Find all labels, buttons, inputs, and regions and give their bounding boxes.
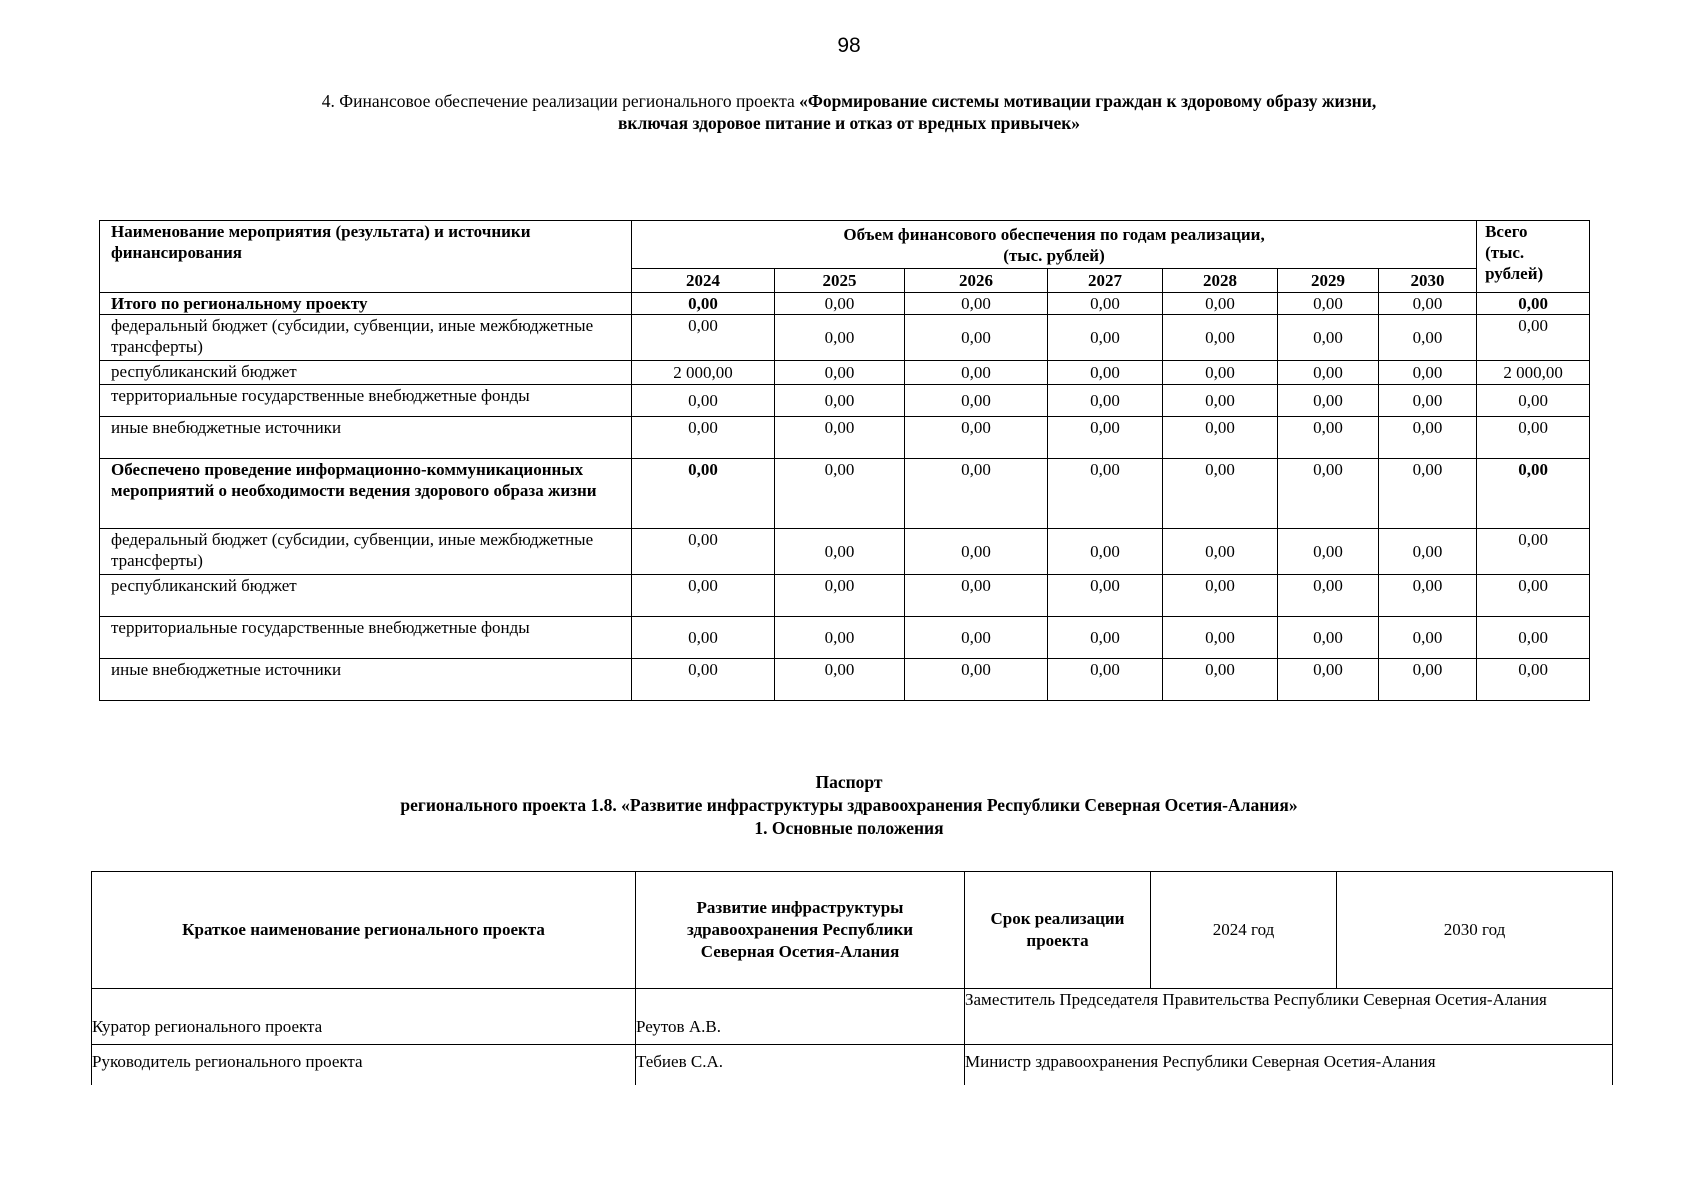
value-2025: 0,00: [775, 315, 905, 361]
value-2024: 0,00: [632, 385, 775, 417]
row-total: 0,00: [1477, 459, 1590, 529]
value-2027: 0,00: [1048, 361, 1163, 385]
value-2027: 0,00: [1048, 529, 1163, 575]
row-name: иные внебюджетные источники: [100, 417, 632, 459]
row-name: территориальные государственные внебюджетные фонды: [100, 617, 632, 659]
value-2025: 0,00: [775, 529, 905, 575]
value-2024: 0,00: [632, 315, 775, 361]
header-total-cell: [1477, 221, 1590, 293]
row-total: 0,00: [1477, 617, 1590, 659]
value-2029: 0,00: [1278, 417, 1379, 459]
value-2030: 0,00: [1379, 315, 1477, 361]
value-2026: 0,00: [905, 315, 1048, 361]
year-header-2030: 2030: [1379, 269, 1477, 293]
row-name: Итого по региональному проекту: [100, 293, 632, 315]
header-volume-line2: (тыс. рублей): [1003, 245, 1105, 265]
passport-row-short-name: [92, 872, 1613, 989]
section-title-bold-1: «Формирование системы мотивации граждан к здоровому образу жизни,: [799, 91, 1377, 111]
finance-header-row: [100, 221, 1590, 269]
curator-name: Реутов А.В.: [636, 989, 965, 1045]
value-2027: 0,00: [1048, 385, 1163, 417]
value-2029: 0,00: [1278, 575, 1379, 617]
value-2030: 0,00: [1379, 617, 1477, 659]
value-2026: 0,00: [905, 417, 1048, 459]
value-2027: 0,00: [1048, 293, 1163, 315]
value-2028: 0,00: [1163, 417, 1278, 459]
passport-title-block: [0, 771, 1698, 840]
value-2028: 0,00: [1163, 659, 1278, 701]
row-total: 2 000,00: [1477, 361, 1590, 385]
row-total: 0,00: [1477, 293, 1590, 315]
value-2024: 0,00: [632, 529, 775, 575]
value-2029: 0,00: [1278, 659, 1379, 701]
value-2030: 0,00: [1379, 575, 1477, 617]
passport-table: [91, 871, 1613, 1085]
value-2029: 0,00: [1278, 293, 1379, 315]
value-2030: 0,00: [1379, 361, 1477, 385]
head-name: Тебиев С.А.: [636, 1045, 965, 1085]
finance-row: [100, 417, 1590, 459]
value-2025: 0,00: [775, 575, 905, 617]
header-total-line3: рублей): [1485, 264, 1544, 283]
value-2024: 0,00: [632, 617, 775, 659]
curator-position: Заместитель Председателя Правительства Республики Северная Осетия-Алания: [965, 989, 1613, 1045]
row-name: республиканский бюджет: [100, 575, 632, 617]
value-2025: 0,00: [775, 659, 905, 701]
year-header-2028: 2028: [1163, 269, 1278, 293]
value-2024: 0,00: [632, 459, 775, 529]
value-2027: 0,00: [1048, 315, 1163, 361]
section-title-prefix: 4. Финансовое обеспечение реализации регионального проекта: [321, 91, 800, 111]
row-total: 0,00: [1477, 575, 1590, 617]
value-2024: 0,00: [632, 417, 775, 459]
year-header-2025: 2025: [775, 269, 905, 293]
value-2030: 0,00: [1379, 529, 1477, 575]
row-name: Обеспечено проведение информационно-коммуникационных мероприятий о необходимости ведения здорового образа жизни: [100, 459, 632, 529]
value-2024: 0,00: [632, 575, 775, 617]
header-volume-line1: Объем финансового обеспечения по годам реализации,: [843, 224, 1265, 244]
value-2028: 0,00: [1163, 459, 1278, 529]
row-total: 0,00: [1477, 417, 1590, 459]
value-2026: 0,00: [905, 361, 1048, 385]
value-2026: 0,00: [905, 575, 1048, 617]
value-2027: 0,00: [1048, 575, 1163, 617]
value-2030: 0,00: [1379, 659, 1477, 701]
value-2028: 0,00: [1163, 293, 1278, 315]
value-2024: 0,00: [632, 293, 775, 315]
finance-row: [100, 617, 1590, 659]
value-2025: 0,00: [775, 361, 905, 385]
section-title: [0, 90, 1698, 134]
finance-row: [100, 529, 1590, 575]
value-2025: 0,00: [775, 617, 905, 659]
row-total: 0,00: [1477, 659, 1590, 701]
value-2028: 0,00: [1163, 315, 1278, 361]
value-2028: 0,00: [1163, 575, 1278, 617]
header-total-line2: (тыс.: [1485, 243, 1525, 262]
row-name: иные внебюджетные источники: [100, 659, 632, 701]
value-2029: 0,00: [1278, 459, 1379, 529]
row-total: 0,00: [1477, 385, 1590, 417]
value-2027: 0,00: [1048, 417, 1163, 459]
row-name: территориальные государственные внебюджетные фонды: [100, 385, 632, 417]
finance-row: [100, 385, 1590, 417]
value-2028: 0,00: [1163, 385, 1278, 417]
row-name: федеральный бюджет (субсидии, субвенции, иные межбюджетные трансферты): [100, 315, 632, 361]
value-2024: 0,00: [632, 659, 775, 701]
value-2030: 0,00: [1379, 459, 1477, 529]
passport-title: Паспорт: [815, 772, 883, 792]
value-2026: 0,00: [905, 293, 1048, 315]
value-2026: 0,00: [905, 617, 1048, 659]
short-name-value: Развитие инфраструктуры здравоохранения Республики Северная Осетия-Алания: [636, 872, 965, 989]
value-2030: 0,00: [1379, 293, 1477, 315]
value-2030: 0,00: [1379, 385, 1477, 417]
value-2027: 0,00: [1048, 459, 1163, 529]
value-2029: 0,00: [1278, 617, 1379, 659]
header-name-cell: Наименование мероприятия (результата) и источники финансирования: [100, 221, 632, 293]
value-2028: 0,00: [1163, 617, 1278, 659]
value-2026: 0,00: [905, 385, 1048, 417]
value-2030: 0,00: [1379, 417, 1477, 459]
head-label: Руководитель регионального проекта: [92, 1045, 636, 1085]
passport-row-head: [92, 1045, 1613, 1085]
value-2026: 0,00: [905, 659, 1048, 701]
value-2029: 0,00: [1278, 315, 1379, 361]
row-name: республиканский бюджет: [100, 361, 632, 385]
header-total-line1: Всего: [1485, 222, 1528, 241]
year-header-2026: 2026: [905, 269, 1048, 293]
value-2028: 0,00: [1163, 361, 1278, 385]
value-2025: 0,00: [775, 385, 905, 417]
passport-section: 1. Основные положения: [754, 818, 944, 838]
row-total: 0,00: [1477, 529, 1590, 575]
value-2025: 0,00: [775, 417, 905, 459]
finance-row: [100, 659, 1590, 701]
row-total: 0,00: [1477, 315, 1590, 361]
header-volume-cell: [632, 221, 1477, 269]
value-2026: 0,00: [905, 529, 1048, 575]
finance-row: [100, 293, 1590, 315]
finance-row: [100, 459, 1590, 529]
page-number: 98: [837, 34, 861, 57]
value-2027: 0,00: [1048, 659, 1163, 701]
value-2025: 0,00: [775, 459, 905, 529]
value-2029: 0,00: [1278, 385, 1379, 417]
passport-row-curator: [92, 989, 1613, 1045]
value-2029: 0,00: [1278, 529, 1379, 575]
value-2024: 2 000,00: [632, 361, 775, 385]
year-header-2029: 2029: [1278, 269, 1379, 293]
term-end: 2030 год: [1337, 872, 1613, 989]
value-2028: 0,00: [1163, 529, 1278, 575]
curator-label: Куратор регионального проекта: [92, 989, 636, 1045]
term-start: 2024 год: [1151, 872, 1337, 989]
value-2025: 0,00: [775, 293, 905, 315]
section-title-bold-2: включая здоровое питание и отказ от вредных привычек»: [617, 113, 1081, 133]
term-label: Срок реализации проекта: [965, 872, 1151, 989]
value-2029: 0,00: [1278, 361, 1379, 385]
year-header-2024: 2024: [632, 269, 775, 293]
value-2026: 0,00: [905, 459, 1048, 529]
year-header-2027: 2027: [1048, 269, 1163, 293]
row-name: федеральный бюджет (субсидии, субвенции, иные межбюджетные трансферты): [100, 529, 632, 575]
finance-row: [100, 315, 1590, 361]
finance-row: [100, 575, 1590, 617]
passport-subtitle: регионального проекта 1.8. «Развитие инфраструктуры здравоохранения Республики Северная Осетия-Алания»: [400, 795, 1298, 815]
finance-row: [100, 361, 1590, 385]
finance-table: [99, 220, 1590, 701]
short-name-label: Краткое наименование регионального проекта: [92, 872, 636, 989]
head-position: Министр здравоохранения Республики Северная Осетия-Алания: [965, 1045, 1613, 1085]
value-2027: 0,00: [1048, 617, 1163, 659]
